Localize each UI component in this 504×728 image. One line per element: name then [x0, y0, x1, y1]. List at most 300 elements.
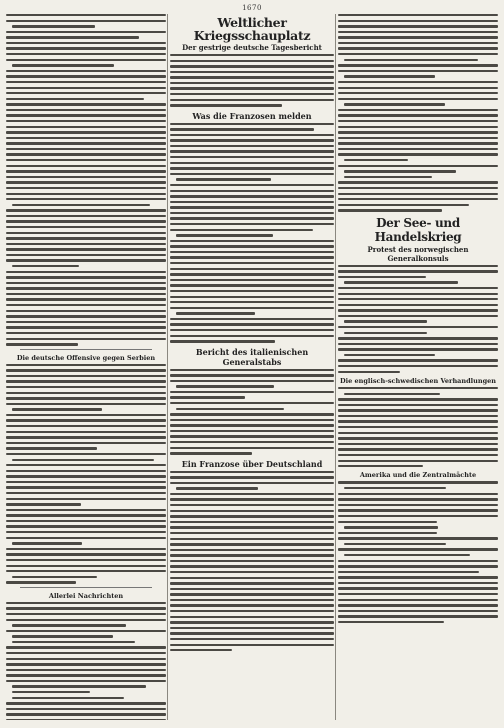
text-line: [170, 582, 334, 584]
text-line: [338, 92, 498, 94]
article-heading-negotiations: Die englisch-schwedischen Verhandlungen: [340, 377, 496, 385]
text-line: [170, 510, 334, 512]
text-line: [12, 459, 154, 461]
text-line: [6, 503, 81, 505]
text-line: [170, 380, 334, 382]
text-line: [170, 532, 334, 534]
text-line: [338, 371, 400, 373]
text-line: [6, 392, 166, 394]
text-line: [170, 284, 334, 286]
text-line: [170, 419, 334, 421]
text-line: [338, 187, 498, 189]
text-line: [338, 493, 498, 495]
text-line: [6, 669, 166, 671]
text-line: [6, 630, 166, 632]
text-line: [6, 293, 166, 295]
text-line: [6, 431, 166, 433]
text-line: [170, 201, 334, 203]
text-line: [6, 708, 166, 710]
text-line: [12, 697, 124, 699]
text-line: [6, 159, 166, 161]
text-line: [338, 621, 444, 623]
article-text-block: [170, 471, 334, 652]
text-line: [170, 638, 334, 640]
text-line: [176, 312, 255, 314]
text-line: [170, 482, 334, 484]
text-line: [12, 265, 79, 267]
text-line: [170, 476, 334, 478]
text-line: [6, 537, 166, 539]
text-line: [6, 470, 166, 472]
text-line: [170, 435, 334, 437]
text-line: [6, 14, 166, 16]
text-line: [170, 526, 334, 528]
text-line: [338, 293, 498, 295]
text-line: [170, 65, 334, 67]
text-line: [170, 335, 334, 337]
text-line: [338, 599, 498, 601]
text-line: [170, 644, 334, 646]
text-line: [338, 131, 498, 133]
text-line: [6, 315, 166, 317]
text-line: [338, 326, 498, 328]
text-line: [338, 460, 498, 462]
text-line: [170, 156, 334, 158]
text-line: [338, 64, 498, 66]
text-line: [338, 198, 498, 200]
text-line: [170, 493, 334, 495]
text-line: [6, 36, 139, 38]
text-line: [170, 223, 334, 225]
text-line: [344, 170, 456, 172]
text-line: [170, 195, 334, 197]
text-line: [6, 304, 166, 306]
text-line: [338, 465, 423, 467]
text-line: [338, 287, 498, 289]
text-line: [6, 193, 166, 195]
text-line: [338, 571, 479, 573]
text-line: [6, 187, 166, 189]
text-line: [170, 307, 334, 309]
text-line: [170, 87, 334, 89]
text-line: [170, 593, 334, 595]
text-line: [170, 621, 334, 623]
text-line: [6, 248, 166, 250]
text-line: [338, 98, 498, 100]
text-line: [338, 587, 498, 589]
text-line: [170, 329, 334, 331]
text-line: [170, 240, 334, 242]
text-line: [6, 674, 166, 676]
text-line: [170, 616, 334, 618]
text-line: [338, 298, 498, 300]
text-line: [6, 397, 166, 399]
text-line: [6, 137, 166, 139]
text-line: [6, 282, 166, 284]
text-line: [338, 53, 498, 55]
text-line: [6, 520, 166, 522]
text-line: [338, 120, 498, 122]
text-line: [344, 281, 458, 283]
text-line: [6, 619, 166, 621]
text-line: [6, 259, 166, 261]
text-line: [170, 245, 334, 247]
text-line: [170, 318, 334, 320]
text-line: [338, 20, 498, 22]
text-line: [170, 71, 334, 73]
text-line: [12, 691, 90, 693]
text-line: [6, 310, 166, 312]
text-line: [338, 448, 498, 450]
right-column: [338, 14, 498, 720]
text-line: [6, 514, 166, 516]
text-line: [176, 178, 271, 180]
text-line: [176, 487, 258, 489]
text-line: [170, 391, 334, 393]
text-line: [338, 537, 498, 539]
main-title: Weltlicher Kriegsschauplatz: [193, 15, 311, 43]
article-heading-french: Was die Franzosen melden: [192, 110, 312, 121]
text-line: [6, 165, 166, 167]
article-text-block: [170, 54, 334, 107]
text-line: [6, 453, 166, 455]
text-line: [170, 279, 334, 281]
page-number: 1670: [242, 4, 262, 12]
text-line: [6, 87, 166, 89]
article-heading-italian: Bericht des italienischen Generalstabs: [195, 346, 309, 367]
text-line: [338, 504, 498, 506]
text-line: [12, 408, 102, 410]
article-heading-news: Allerlei Nachrichten: [48, 591, 124, 600]
text-line: [6, 287, 166, 289]
text-line: [6, 271, 166, 273]
text-line: [344, 332, 427, 334]
text-line: [338, 454, 498, 456]
text-line: [170, 538, 334, 540]
text-line: [338, 14, 498, 16]
text-line: [338, 521, 437, 523]
text-line: [170, 515, 334, 517]
text-line: [6, 486, 166, 488]
text-line: [6, 442, 166, 444]
text-line: [6, 419, 166, 421]
text-line: [6, 70, 166, 72]
text-line: [6, 47, 166, 49]
text-line: [338, 114, 498, 116]
text-line: [6, 114, 166, 116]
text-line: [6, 386, 166, 388]
article-text-block: [6, 602, 166, 720]
text-line: [6, 713, 166, 715]
text-line: [176, 234, 273, 236]
text-line: [170, 167, 334, 169]
text-line: [6, 81, 166, 83]
text-line: [6, 602, 166, 604]
text-line: [6, 702, 166, 704]
text-line: [6, 181, 166, 183]
text-line: [170, 471, 334, 473]
text-line: [6, 226, 166, 228]
text-line: [6, 403, 166, 405]
text-line: [12, 685, 146, 687]
text-line: [170, 256, 334, 258]
text-line: [338, 276, 426, 278]
text-line: [170, 150, 334, 152]
text-line: [170, 447, 334, 449]
text-line: [170, 104, 282, 106]
text-line: [12, 25, 95, 27]
text-line: [6, 581, 76, 583]
text-line: [338, 209, 442, 211]
text-line: [170, 521, 334, 523]
text-line: [6, 59, 166, 61]
text-line: [170, 296, 334, 298]
text-line: [6, 220, 166, 222]
text-line: [170, 632, 334, 634]
text-line: [170, 76, 334, 78]
text-line: [6, 343, 78, 345]
text-line: [6, 243, 166, 245]
text-line: [6, 53, 166, 55]
text-line: [6, 447, 97, 449]
text-line: [6, 298, 166, 300]
text-line: [170, 588, 334, 590]
text-line: [338, 315, 498, 317]
text-line: [170, 128, 314, 130]
text-line: [6, 254, 166, 256]
text-line: [6, 548, 166, 550]
text-line: [344, 176, 432, 178]
text-line: [338, 604, 498, 606]
text-line: [338, 593, 498, 595]
text-line: [6, 525, 166, 527]
text-line: [170, 162, 334, 164]
text-line: [170, 134, 334, 136]
text-line: [338, 70, 498, 72]
text-line: [6, 176, 166, 178]
text-line: [170, 441, 334, 443]
text-line: [338, 426, 498, 428]
text-line: [6, 475, 166, 477]
text-line: [338, 153, 498, 155]
text-line: [6, 531, 166, 533]
article-heading-serbia: Die deutsche Offensive gegen Serbien: [16, 353, 156, 362]
text-line: [338, 265, 498, 267]
text-line: [170, 554, 334, 556]
text-line: [344, 59, 478, 61]
text-line: [170, 610, 334, 612]
text-line: [170, 430, 334, 432]
text-line: [338, 165, 498, 167]
text-line: [6, 719, 166, 720]
text-line: [6, 109, 166, 111]
article-heading-america: Amerika und die Zentralmächte: [359, 471, 477, 480]
text-line: [338, 615, 498, 617]
text-line: [6, 369, 166, 371]
text-line: [6, 553, 166, 555]
text-line: [170, 599, 334, 601]
text-line: [338, 404, 498, 406]
text-line: [170, 504, 334, 506]
text-line: [338, 148, 498, 150]
text-line: [12, 641, 135, 643]
text-line: [170, 369, 334, 371]
text-line: [338, 409, 498, 411]
article-text-block: [6, 14, 166, 346]
text-line: [6, 364, 166, 366]
text-line: [170, 577, 334, 579]
text-line: [338, 142, 498, 144]
article-text-block: [170, 123, 334, 343]
text-line: [6, 607, 166, 609]
text-line: [6, 42, 166, 44]
text-line: [338, 309, 498, 311]
text-line: [6, 498, 166, 500]
text-line: [344, 526, 438, 528]
text-line: [6, 509, 166, 511]
left-column: [6, 14, 166, 720]
text-line: [338, 81, 498, 83]
text-line: [338, 193, 498, 195]
text-line: [6, 215, 166, 217]
text-line: [6, 481, 166, 483]
text-line: [6, 98, 144, 100]
text-line: [170, 145, 334, 147]
text-line: [6, 103, 166, 105]
text-line: [170, 54, 334, 56]
separator: [20, 587, 152, 588]
text-line: [338, 304, 498, 306]
text-line: [6, 31, 166, 33]
text-line: [6, 332, 166, 334]
text-line: [6, 380, 166, 382]
text-line: [6, 663, 166, 665]
text-line: [170, 229, 313, 231]
text-line: [6, 209, 166, 211]
text-line: [6, 326, 166, 328]
text-line: [170, 82, 334, 84]
column-divider: [167, 14, 168, 720]
text-line: [6, 658, 166, 660]
text-line: [338, 387, 498, 389]
text-line: [6, 92, 166, 94]
main-subtitle: Der gestrige deutsche Tagesbericht: [182, 43, 322, 52]
text-line: [6, 232, 166, 234]
text-line: [12, 624, 126, 626]
text-line: [170, 323, 334, 325]
text-line: [170, 268, 334, 270]
text-line: [6, 126, 166, 128]
text-line: [338, 498, 498, 500]
text-line: [170, 93, 334, 95]
text-line: [344, 103, 445, 105]
text-line: [170, 212, 334, 214]
text-line: [12, 204, 150, 206]
text-line: [338, 365, 498, 367]
text-line: [344, 487, 446, 489]
text-line: [170, 290, 334, 292]
article-heading-frenchman: Ein Franzose über Deutschland: [181, 458, 323, 469]
text-line: [338, 432, 498, 434]
text-line: [170, 402, 334, 404]
separator: [20, 349, 152, 350]
article-text-block: [6, 364, 166, 584]
text-line: [344, 159, 408, 161]
text-line: [6, 375, 166, 377]
text-line: [6, 142, 166, 144]
text-line: [6, 170, 166, 172]
article-text-block: [170, 369, 334, 455]
article-text-block: [338, 265, 498, 373]
text-line: [6, 570, 166, 572]
text-line: [338, 532, 437, 534]
text-line: [12, 542, 82, 544]
text-line: [338, 181, 498, 183]
text-line: [6, 120, 166, 122]
text-line: [170, 99, 334, 101]
text-line: [338, 36, 498, 38]
middle-column: [170, 14, 334, 720]
text-line: [170, 262, 334, 264]
article-text-block: [338, 481, 498, 623]
text-line: [170, 413, 334, 415]
text-line: [170, 549, 334, 551]
text-line: [338, 343, 498, 345]
text-line: [338, 398, 498, 400]
text-line: [170, 190, 334, 192]
text-line: [170, 123, 334, 125]
text-line: [338, 137, 498, 139]
text-line: [6, 425, 166, 427]
text-line: [338, 610, 498, 612]
text-line: [6, 198, 166, 200]
text-line: [6, 75, 166, 77]
text-line: [6, 276, 166, 278]
text-line: [344, 554, 470, 556]
text-line: [344, 320, 427, 322]
text-line: [338, 576, 498, 578]
text-line: [170, 139, 334, 141]
text-line: [338, 348, 498, 350]
text-line: [338, 509, 498, 511]
article-text-block: [338, 387, 498, 467]
text-line: [344, 354, 435, 356]
text-line: [6, 153, 166, 155]
text-line: [12, 64, 114, 66]
text-line: [338, 582, 498, 584]
text-line: [6, 131, 166, 133]
text-line: [338, 31, 498, 33]
text-line: [338, 204, 469, 206]
text-line: [170, 173, 334, 175]
text-line: [12, 576, 97, 578]
text-line: [170, 604, 334, 606]
text-line: [170, 340, 275, 342]
section-title-sea-war: Der See- und Handelskrieg: [374, 215, 462, 244]
text-line: [338, 126, 498, 128]
text-line: [338, 359, 498, 361]
text-line: [170, 565, 334, 567]
text-line: [344, 543, 446, 545]
text-line: [6, 436, 166, 438]
column-divider: [335, 14, 336, 720]
text-line: [12, 635, 113, 637]
text-line: [170, 206, 334, 208]
text-line: [170, 251, 334, 253]
text-line: [338, 47, 498, 49]
text-line: [338, 337, 498, 339]
text-line: [6, 414, 166, 416]
